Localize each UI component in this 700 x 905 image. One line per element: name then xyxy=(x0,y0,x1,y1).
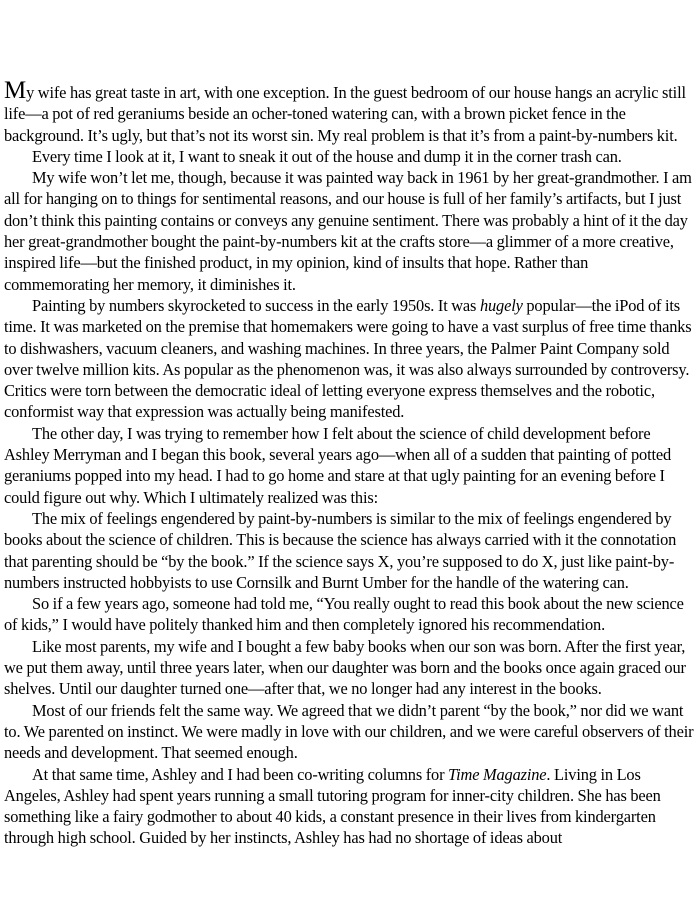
paragraph-7: So if a few years ago, someone had told me, “You really ought to read this book about the new science of kids,” I would have politely thanked him and then completely ignored his recommendation. xyxy=(4,594,684,635)
paragraph-4 xyxy=(4,295,696,423)
paragraph-4-emphasis: hugely xyxy=(479,295,523,315)
paragraph-2: Every time I look at it, I want to sneak it out of the house and dump it in the corner trash can. xyxy=(32,146,622,166)
document-page xyxy=(4,77,696,849)
paragraph-10-text-b: . Living in Los Angeles, Ashley had spent years running a small tutoring program for inner-city children. She has been something like a fairy godmother to about 40 kids, a constant presence in their lives from kindergarten through high school. Guided by her instincts, Ashley has had no shortage of ideas about xyxy=(4,764,661,848)
paragraph-10 xyxy=(4,764,696,849)
paragraph-6: The mix of feelings engendered by paint-by-numbers is similar to the mix of feelings engendered by books about the science of children. This is because the science has always carried with it the connotation that parenting should be “by the book.” If the science says X, you’re supposed to do X, just like paint-by-numbers instructed hobbyists to use Cornsilk and Burnt Umber for the handle of the watering can. xyxy=(4,508,677,592)
drop-cap-initial: M xyxy=(4,77,27,104)
paragraph-3: My wife won’t let me, though, because it was painted way back in 1961 by her great-grandmother. I am all for hanging on to things for sentimental reasons, and our house is full of her family’s artifacts, but I just don’t think this painting contains or conveys any genuine sentiment. There was probably a hint of it the day her great-grandmother bought the paint-by-numbers kit at the crafts store—a glimmer of a more creative, inspired life—but the finished product, in my opinion, kind of insults that hope. Rather than commemorating her memory, it diminishes it. xyxy=(4,168,692,294)
paragraph-8: Like most parents, my wife and I bought a few baby books when our son was born. After the first year, we put them away, until three years later, when our daughter was born and the books once again graced our shelves. Until our daughter turned one—after that, we no longer had any interest in the books. xyxy=(4,636,686,699)
paragraph-10-emphasis: Time Magazine xyxy=(448,764,547,784)
paragraph-1 xyxy=(4,77,696,146)
paragraph-1-text: y wife has great taste in art, with one exception. In the guest bedroom of our house hangs an acrylic still life—a pot of red geraniums beside an ocher-toned watering can, with a brown picket fence in the background. It’s ugly, but that’s not its worst sin. My real problem is that it’s from a paint-by-numbers kit. xyxy=(4,83,686,145)
paragraph-4-text-a: Painting by numbers skyrocketed to success in the early 1950s. It was xyxy=(32,295,480,315)
paragraph-5: The other day, I was trying to remember how I felt about the science of child development before Ashley Merryman and I began this book, several years ago—when all of a sudden that painting of potted geraniums popped into my head. I had to go home and stare at that ugly painting for an evening before I could figure out why. Which I ultimately realized was this: xyxy=(4,423,672,507)
paragraph-9: Most of our friends felt the same way. We agreed that we didn’t parent “by the book,” nor did we want to. We parented on instinct. We were madly in love with our children, and we were careful observers of their needs and development. That seemed enough. xyxy=(4,700,694,763)
paragraph-10-text-a: At that same time, Ashley and I had been co-writing columns for xyxy=(32,764,449,784)
paragraph-4-text-b: popular—the iPod of its time. It was marketed on the premise that homemakers were going to have a vast surplus of free time thanks to dishwashers, vacuum cleaners, and washing machines. In three years, the Palmer Paint Company sold over twelve million kits. As popular as the phenomenon was, it was also always surrounded by controversy. Critics were torn between the democratic ideal of letting everyone express themselves and the robotic, conformist way that expression was actually being manifested. xyxy=(4,295,692,422)
